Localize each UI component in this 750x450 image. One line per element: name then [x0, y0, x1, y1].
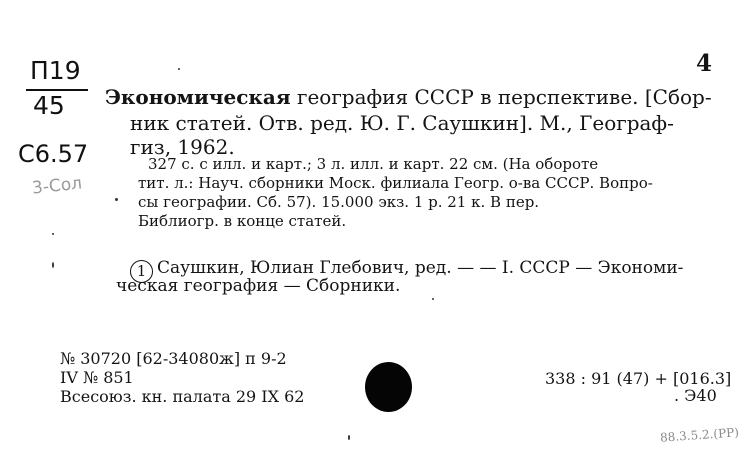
- description-line-4: Библиогр. в конце статей.: [138, 212, 347, 230]
- description-line-1: 327 с. с илл. и карт.; 3 л. илл. и карт. 22 см. (На обороте: [148, 155, 599, 173]
- library-stamp: 88.3.5.2.(РР): [659, 425, 740, 445]
- udc-classification: 338 : 91 (47) + [016.3]: [545, 369, 732, 388]
- registry-line-2: IV № 851: [60, 368, 134, 387]
- card-number: 4: [696, 50, 713, 77]
- call-number-top: П19: [30, 56, 81, 85]
- tracing-line-2: ческая география — Сборники.: [116, 276, 401, 296]
- circled-number: 1: [130, 260, 153, 283]
- call-number-bottom: 45: [33, 91, 65, 120]
- speck: [432, 298, 434, 300]
- tracing-line-1-text: Саушкин, Юлиан Глебович, ред. — — I. СССР — Экономи-: [157, 258, 684, 278]
- bbk-code: . Э40: [674, 386, 717, 405]
- registry-line-1: № 30720 [62-34080ж] п 9-2: [60, 349, 287, 368]
- shelf-mark: С6.57: [18, 140, 89, 168]
- faint-pencil-mark: 3-Сол: [31, 173, 84, 199]
- speck: [115, 198, 118, 201]
- title-line-1: [105, 84, 712, 111]
- title-line-3: гиз, 1962.: [130, 135, 235, 159]
- title-heading-word: Экономическая: [105, 85, 291, 109]
- title-line-1-rest: география СССР в перспективе. [Сбор-: [290, 85, 712, 109]
- registry-line-3: Всесоюз. кн. палата 29 IX 62: [60, 387, 305, 406]
- speck: [52, 262, 54, 268]
- speck: [348, 435, 350, 440]
- title-line-2: ник статей. Отв. ред. Ю. Г. Саушкин]. М., Географ-: [130, 111, 674, 135]
- speck: [52, 233, 54, 235]
- description-line-2: тит. л.: Науч. сборники Моск. филиала Геогр. о-ва СССР. Вопро-: [138, 174, 653, 192]
- description-line-3: сы географии. Сб. 57). 15.000 экз. 1 р. 21 к. В пер.: [138, 193, 540, 211]
- speck: [178, 68, 180, 70]
- card-punch-hole: [365, 362, 412, 412]
